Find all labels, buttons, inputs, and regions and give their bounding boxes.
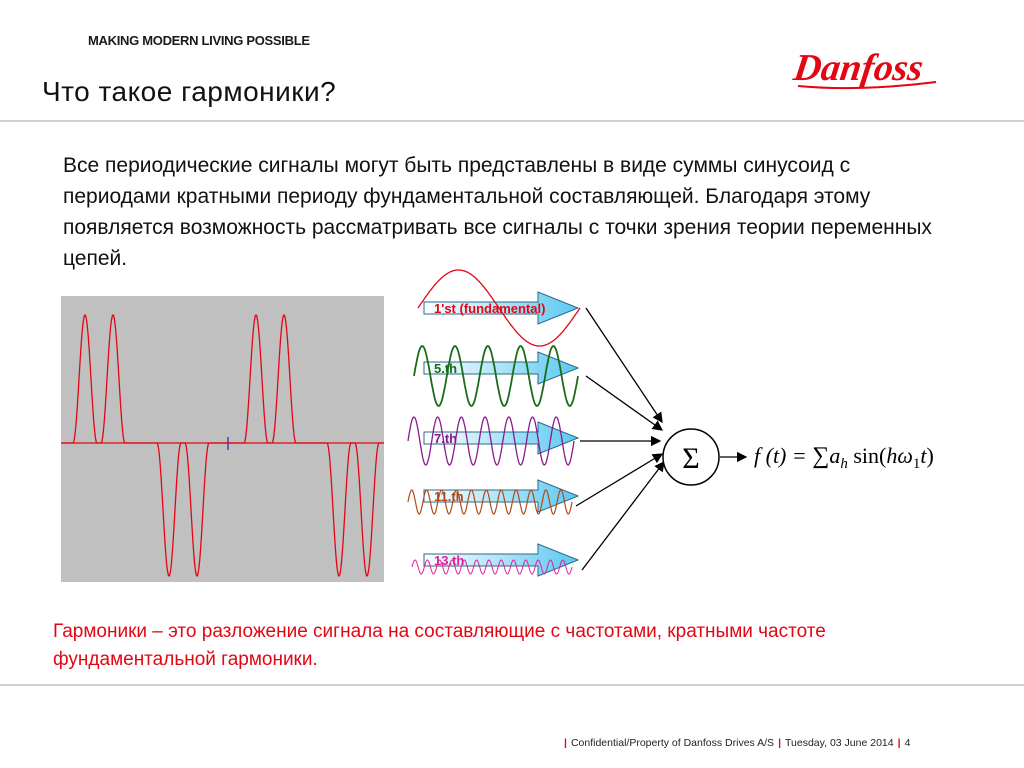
footer bbox=[560, 737, 910, 749]
footer-divider bbox=[0, 684, 1024, 686]
connector-arrow-5 bbox=[586, 376, 662, 430]
harmonic-label: 7.th bbox=[434, 431, 458, 446]
harmonic-label: 5.th bbox=[434, 361, 458, 376]
distorted-waveform-plot bbox=[61, 296, 384, 582]
footer-separator: | bbox=[564, 737, 567, 749]
footer-confidential: Confidential/Property of Danfoss Drives A/S bbox=[570, 737, 775, 749]
harmonic-label: 13.th bbox=[434, 553, 465, 568]
footer-separator: | bbox=[778, 737, 782, 749]
conclusion-text: Гармоники – это разложение сигнала на составляющие с частотами, кратными частоте фундаментальной гармоники. bbox=[53, 621, 826, 670]
connector-arrow-11 bbox=[576, 454, 662, 506]
harmonic-label: 11.th bbox=[434, 489, 464, 504]
logo-text: Danfoss bbox=[791, 47, 926, 89]
footer-separator: | bbox=[897, 737, 901, 749]
page-title: Что такое гармоники? bbox=[42, 76, 337, 107]
harmonic-sum-formula: f $(t) = \sum a_h$ $\sin(h\omega_1t)$ bbox=[754, 443, 934, 472]
footer-date: Tuesday, 03 June 2014 bbox=[785, 737, 894, 749]
danfoss-logo bbox=[790, 40, 940, 98]
harmonic-label: 1'st (fundamental) bbox=[434, 301, 546, 316]
connector-arrow-1 bbox=[586, 308, 662, 422]
intro-paragraph: Все периодические сигналы могут быть представлены в виде суммы синусоид с периодами кратными периоду фундаментальной составляющей. Благодаря этому появляется возможность рассматривать все сигналы с точки зрения теории переменных цепей. bbox=[63, 154, 932, 270]
header-divider bbox=[0, 120, 1024, 122]
harmonics-diagram bbox=[400, 256, 980, 586]
sigma-icon: Σ bbox=[682, 442, 700, 475]
tagline: MAKING MODERN LIVING POSSIBLE bbox=[88, 33, 310, 48]
footer-page-number: 4 bbox=[904, 737, 911, 749]
